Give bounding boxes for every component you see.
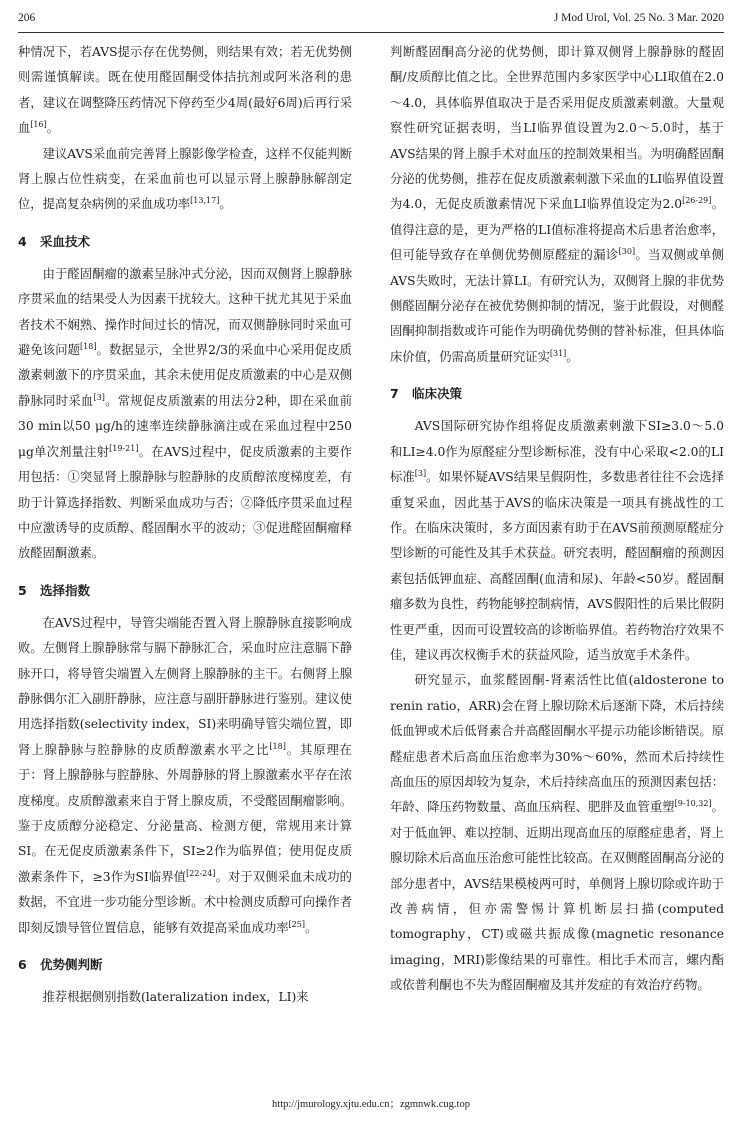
- citation[interactable]: [25]: [288, 919, 305, 929]
- citation[interactable]: [26-29]: [682, 196, 712, 206]
- citation[interactable]: [18]: [80, 341, 97, 351]
- section-heading-7: 7 临床决策: [390, 386, 463, 402]
- journal-citation: J Mod Urol, Vol. 25 No. 3 Mar. 2020: [553, 12, 724, 24]
- citation[interactable]: [22-24]: [186, 868, 216, 878]
- paragraph: AVS国际研究协作组将促皮质激素刺激下SI≥3.0～5.0和LI≥4.0作为原醛症分型诊断标准，没有中心采取<2.0的LI标准[3]。如果怀疑AVS结果呈假阴性，多数患者往往不会选择重复采血，因此基于AVS的临床决策是一项具有挑战性的工作。在临床决策时，多方面因素有助于在AVS前预测原醛症分型诊断的可能性及其手术获益。研究表明，醛固酮瘤的预测因素包括低钾血症、高醛固酮(血清和尿)、年龄<50岁。醛固酮瘤多数为良性，药物能够控制病情，AVS假阳性的后果比假阴性更严重，因而可设置较高的诊断临界值。若药物治疗效果不佳，建议再次权衡手术的获益风险，适当放宽手术条件。: [390, 419, 724, 662]
- paragraph: 判断醛固酮高分泌的优势侧，即计算双侧肾上腺静脉的醛固酮/皮质醇比值之比。全世界范围内多家医学中心LI取值在2.0～4.0，具体临界值取决于是否采用促皮质激素刺激。大量观察性研究证据表明，当LI临界值设置为2.0～5.0时，基于AVS结果的肾上腺手术对血压的控制效果相当。为明确醛固酮分泌的优势侧，推荐在促皮质激素刺激下采血的LI临界值设置为4.0，无促皮质激素情况下采血LI临界值设定为2.0[26-29]。值得注意的是，更为严格的LI值标准将提高术后患者治愈率，但可能导致存在单侧优势侧原醛症的漏诊[30]。当双侧或单侧AVS失败时，无法计算LI。有研究认为，双侧肾上腺的非优势侧醛固酮分泌存在被优势侧抑制的情况，鉴于此假设，对侧醛固酮抑制指数或许可能作为明确优势侧的替补标准，但具体临床价值，仍需高质量研究证实[31]。: [390, 45, 724, 364]
- citation[interactable]: [3]: [414, 469, 427, 478]
- paragraph: 种情况下，若AVS提示存在优势侧，则结果有效；若无优势侧则需谨慎解读。既在使用醛固酮受体拮抗剂或阿米洛利的患者，建议在调整降压药情况下停药至少4周(最好6周)后再行采血[16]。: [18, 45, 352, 136]
- citation[interactable]: [31]: [549, 348, 567, 358]
- section-heading-6: 6 优势侧判断: [18, 957, 103, 972]
- citation[interactable]: [13,17]: [190, 196, 220, 206]
- citation[interactable]: [30]: [618, 247, 636, 257]
- paragraph: 在AVS过程中，导管尖端能否置入肾上腺静脉直接影响成败。左侧肾上腺静脉常与膈下静脉汇合，采血时应注意膈下静脉开口，将导管尖端置入左侧肾上腺静脉的主干。右侧肾上腺静脉偶尔汇入副肝静脉，应注意与副肝静脉进行鉴别。建议使用选择指数(selectivity index，SI)来明确导管尖端位置，即肾上腺静脉与腔静脉的皮质醇激素水平之比[18]。其原理在于：肾上腺静脉与腔静脉、外周静脉的肾上腺激素水平存在浓度梯度。皮质醇激素来自于肾上腺皮质，不受醛固酮瘤影响。鉴于皮质醇分泌稳定、分泌量高、检测方便，常规用来计算SI。在无促皮质激素条件下，SI≥2作为临界值；使用促皮质激素条件下，≥3作为SI临界值[22-24]。对于双侧采血未成功的数据，不宜进一步功能分型诊断。术中检测皮质醇可向操作者即刻反馈导管位置信息，能够有效提高采血成功率[25]。: [18, 615, 352, 935]
- paragraph: 研究显示，血浆醛固酮-肾素活性比值(aldosterone to renin ratio，ARR)会在肾上腺切除术后逐渐下降，术后持续低血钾或术后低肾素合并高醛固酮水平提示功能诊断错误。原醛症患者术后高血压治愈率为30%～60%，然而术后持续性高血压的原因却较为复杂，术后持续高血压的预测因素包括：年龄、降压药物数量、高血压病程、肥胖及血管重塑[9-10,32]。对于低血钾、难以控制、近期出现高血压的原醛症患者，肾上腺切除术后高血压治愈可能性比较高。在双侧醛固酮高分泌的部分患者中，AVS结果模棱两可时，单侧肾上腺切除或许助于改善病情，但亦需警惕计算机断层扫描(computed tomography，CT)或磁共振成像(magnetic resonance imaging，MRI)影像结果的可靠性。相比手术而言，螺内酯或依普利酮也不失为醛固酮瘤及其并发症的有效治疗药物。: [390, 673, 724, 993]
- citation[interactable]: [9-10,32]: [674, 799, 712, 809]
- section-heading-5: 5 选择指数: [18, 582, 91, 598]
- paragraph: 推荐根据侧别指数(lateralization index，LI)来: [42, 990, 309, 1004]
- right-column: [390, 40, 724, 999]
- left-column: [18, 40, 352, 1010]
- citation[interactable]: [16]: [30, 120, 47, 130]
- section-heading-4: 4 采血技术: [18, 233, 91, 249]
- citation[interactable]: [18]: [269, 741, 286, 751]
- citation[interactable]: [19-21]: [109, 443, 139, 453]
- citation[interactable]: [3]: [93, 392, 105, 402]
- running-header: [18, 12, 724, 33]
- paragraph: 由于醛固酮瘤的激素呈脉冲式分泌，因而双侧肾上腺静脉序贯采血的结果受人为因素干扰较大。这种干扰尤其见于采血者技术不娴熟、操作时间过长的情况，而双侧静脉同时采血可避免该问题[18]。数据显示，全世界2/3的采血中心采用促皮质激素刺激下的序贯采血，其余未使用促皮质激素的中心是双侧静脉同时采血[3]。常规促皮质激素的用法分2种，即在采血前30 min以50 μg/h的速率连续静脉滴注或在采血过程中250 μg单次剂量注射[19-21]。在AVS过程中，促皮质激素的主要作用包括：①突显肾上腺静脉与腔静脉的皮质醇浓度梯度差，有助于计算选择指数、判断采血成功与否；②降低序贯采血过程中应激诱导的皮质醇、醛固酮水平的波动；③促进醛固酮瘤释放醛固酮激素。: [18, 266, 352, 561]
- paragraph: 建议AVS采血前完善肾上腺影像学检查，这样不仅能判断肾上腺占位性病变，在采血前也可以显示肾上腺静脉解剖定位，提高复杂病例的采血成功率[13,17]。: [18, 146, 352, 212]
- page-number: 206: [18, 12, 36, 24]
- footer-url[interactable]: http://jmurology.xjtu.edu.cn；zgmnwk.cug.top: [272, 1099, 470, 1110]
